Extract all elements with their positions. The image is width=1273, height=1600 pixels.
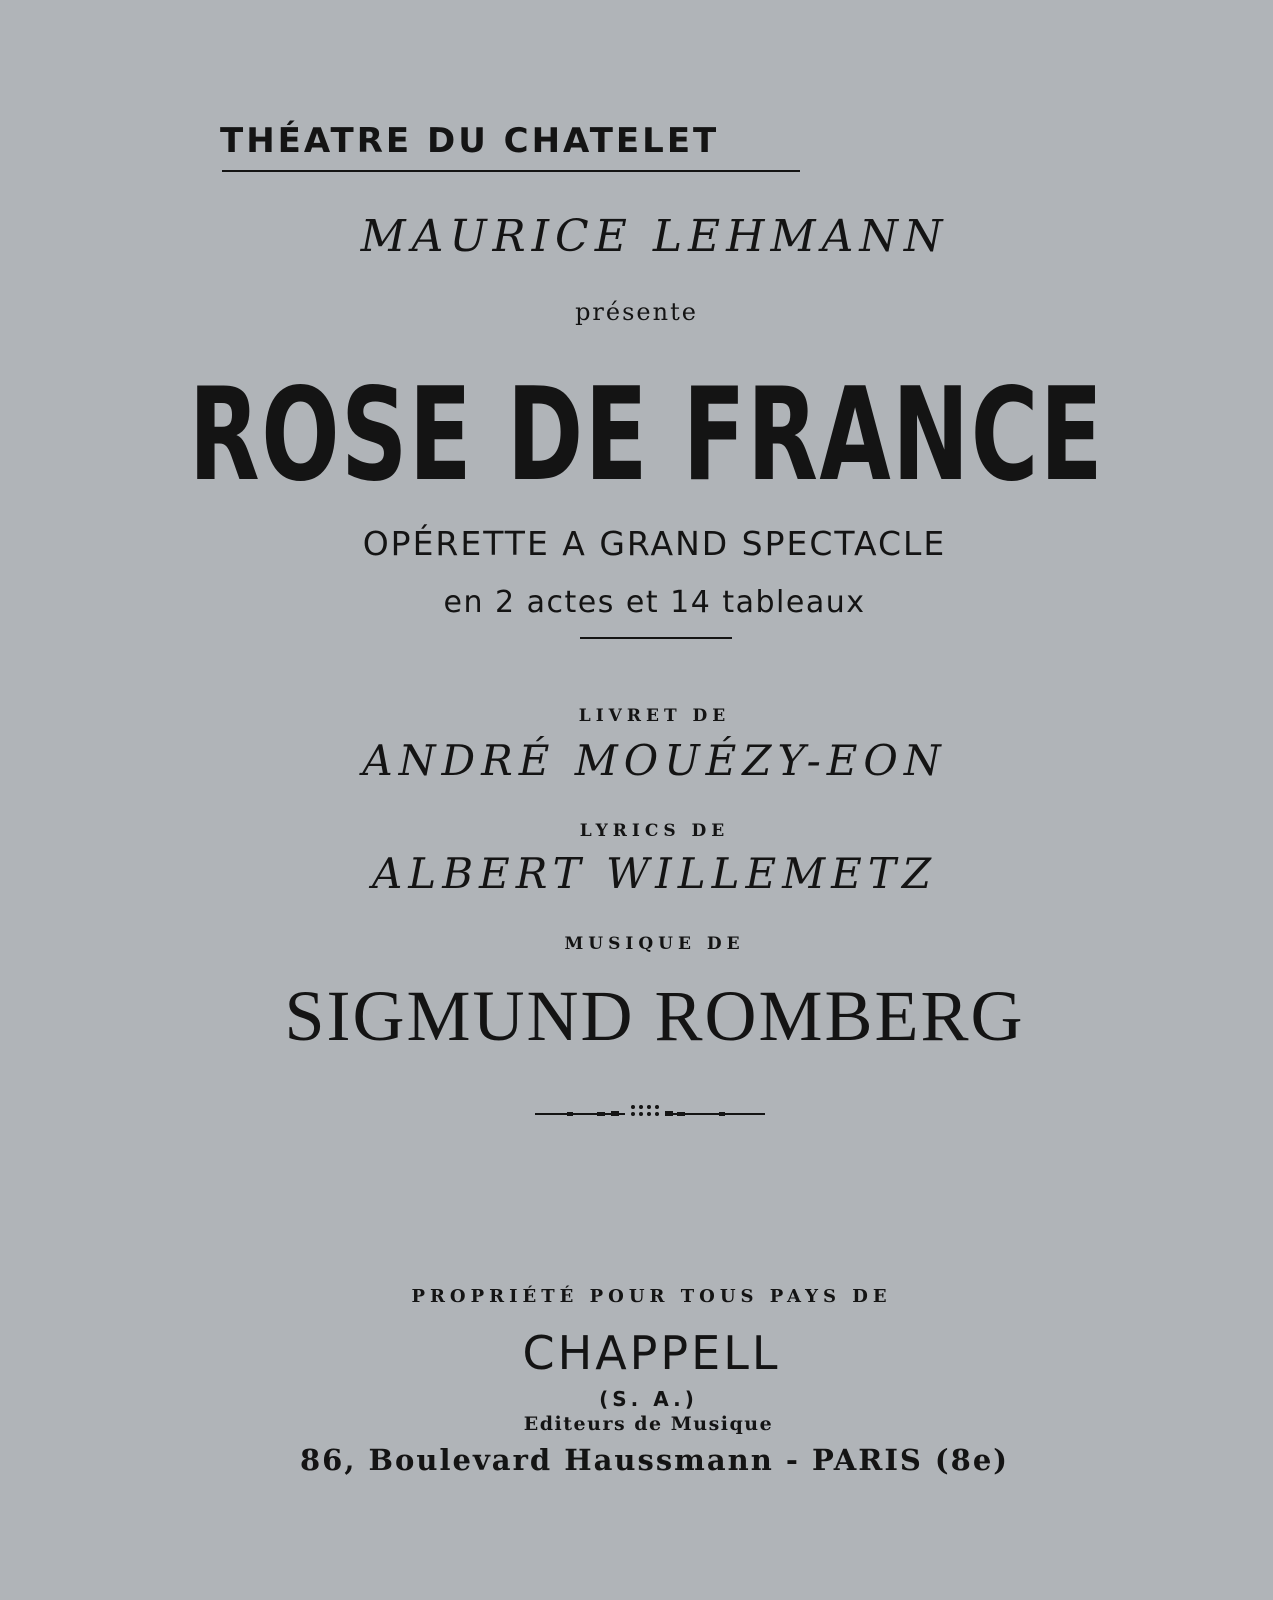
publisher-address: 86, Boulevard Haussmann - PARIS (8e) [299, 1443, 1010, 1477]
lyrics-role: LYRICS DE [579, 821, 730, 841]
music-role: MUSIQUE DE [564, 934, 745, 954]
lyrics-author: ALBERT WILLEMETZ [371, 849, 938, 898]
subtitle: OPÉRETTE A GRAND SPECTACLE [362, 524, 947, 563]
presenter-name: MAURICE LEHMANN [360, 211, 949, 262]
publisher-description: Editeurs de Musique [523, 1413, 774, 1435]
theatre-name: THÉATRE DU CHATELET [220, 121, 720, 161]
libretto-role: LIVRET DE [578, 706, 731, 726]
publisher-company-form: (S. A.) [599, 1387, 698, 1411]
presents-text: présente [575, 298, 698, 326]
theatre-underline [222, 170, 800, 172]
acts-text: en 2 actes et 14 tableaux [443, 585, 866, 620]
publisher-name: CHAPPELL [522, 1326, 781, 1380]
ornament-divider-icon [535, 1100, 765, 1120]
acts-divider [580, 637, 732, 639]
libretto-author: ANDRÉ MOUÉZY-EON [362, 736, 947, 785]
composer-name: SIGMUND ROMBERG [284, 976, 1025, 1056]
rights-statement: PROPRIÉTÉ POUR TOUS PAYS DE [411, 1286, 892, 1307]
main-title: ROSE DE FRANCE [188, 361, 1105, 510]
